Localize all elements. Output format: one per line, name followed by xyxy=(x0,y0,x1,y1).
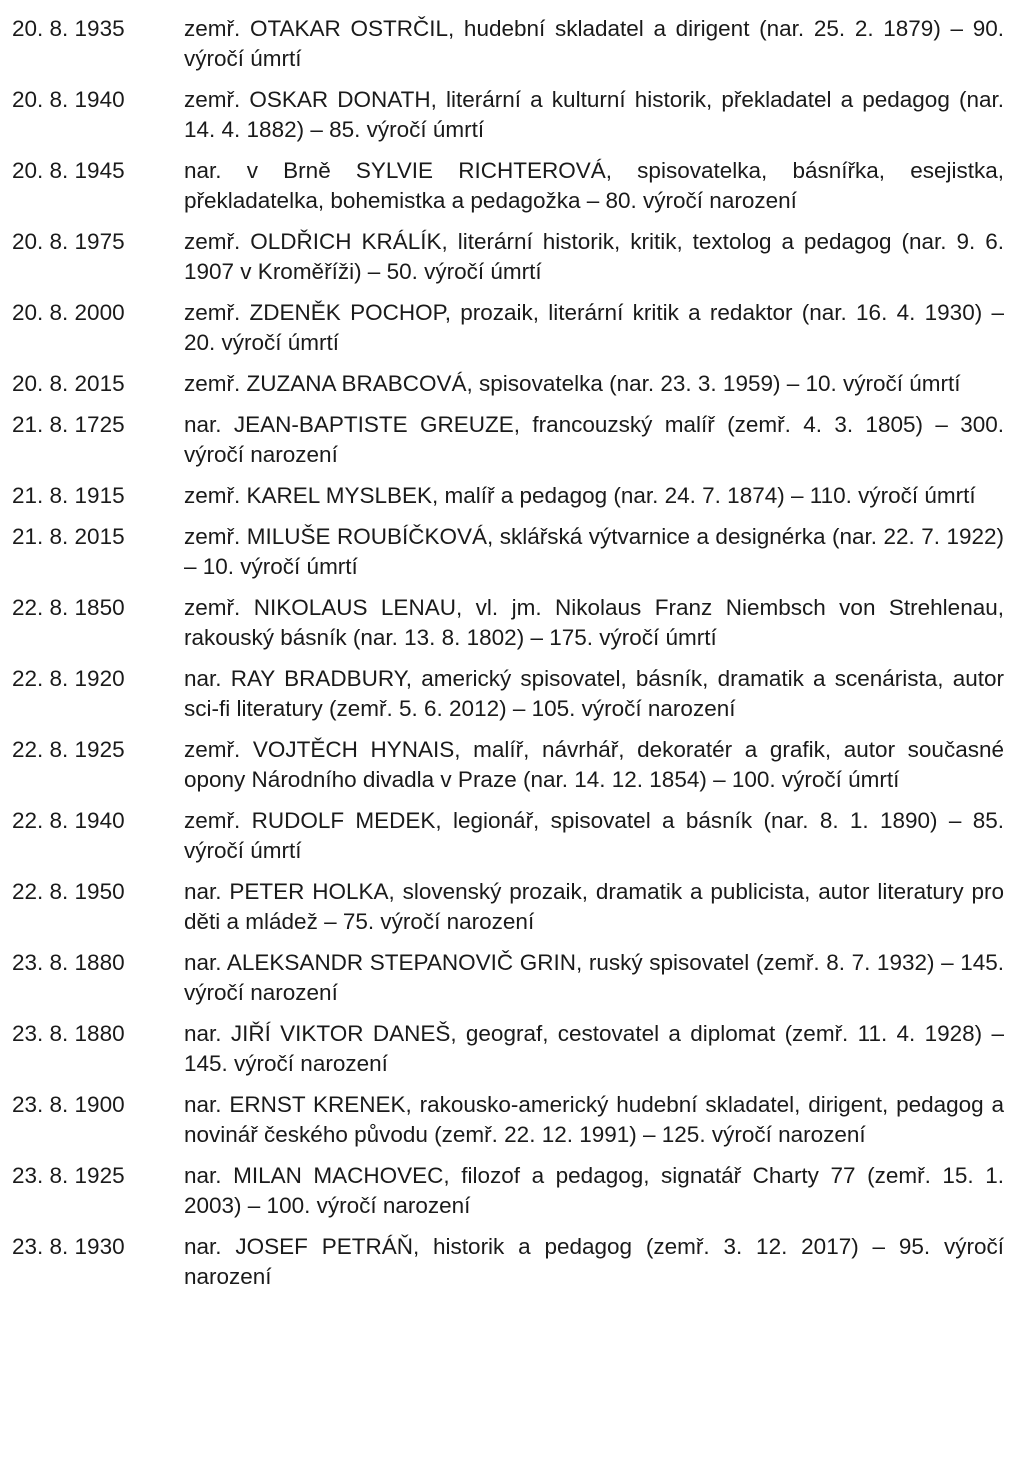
anniversary-entry xyxy=(12,593,1004,653)
anniversary-entry xyxy=(12,1019,1004,1079)
entry-date: 20. 8. 1940 xyxy=(12,87,125,112)
entry-date: 20. 8. 1975 xyxy=(12,229,125,254)
entry-date: 23. 8. 1925 xyxy=(12,1163,125,1188)
entry-date: 22. 8. 1920 xyxy=(12,666,125,691)
entry-text: nar. JOSEF PETRÁŇ, historik a pedagog (zemř. 3. 12. 2017) – 95. výročí narození xyxy=(184,1234,1004,1289)
entry-date: 23. 8. 1930 xyxy=(12,1234,125,1259)
anniversary-entry xyxy=(12,948,1004,1008)
entry-text: nar. PETER HOLKA, slovenský prozaik, dramatik a publicista, autor literatury pro děti a mládež – 75. výročí narození xyxy=(184,879,1004,934)
entry-date: 20. 8. 2000 xyxy=(12,300,125,325)
anniversary-entry xyxy=(12,664,1004,724)
entry-text: zemř. VOJTĚCH HYNAIS, malíř, návrhář, dekoratér a grafik, autor současné opony Národního divadla v Praze (nar. 14. 12. 1854) – 100. výročí úmrtí xyxy=(184,737,1004,792)
entry-text: zemř. KAREL MYSLBEK, malíř a pedagog (nar. 24. 7. 1874) – 110. výročí úmrtí xyxy=(184,483,976,508)
entry-date: 22. 8. 1940 xyxy=(12,808,125,833)
entry-date: 22. 8. 1850 xyxy=(12,595,125,620)
entry-date: 20. 8. 2015 xyxy=(12,371,125,396)
anniversary-entry xyxy=(12,806,1004,866)
entry-date: 23. 8. 1880 xyxy=(12,1021,125,1046)
entry-text: zemř. ZDENĚK POCHOP, prozaik, literární kritik a redaktor (nar. 16. 4. 1930) – 20. výročí úmrtí xyxy=(184,300,1004,355)
entries-container xyxy=(12,14,1004,1292)
anniversary-entry xyxy=(12,877,1004,937)
entry-text: nar. JEAN-BAPTISTE GREUZE, francouzský malíř (zemř. 4. 3. 1805) – 300. výročí narození xyxy=(184,412,1004,467)
entry-date: 21. 8. 1915 xyxy=(12,483,125,508)
entry-date: 20. 8. 1935 xyxy=(12,16,125,41)
entry-text: nar. MILAN MACHOVEC, filozof a pedagog, signatář Charty 77 (zemř. 15. 1. 2003) – 100. výročí narození xyxy=(184,1163,1004,1218)
entry-date: 23. 8. 1880 xyxy=(12,950,125,975)
entry-text: nar. ALEKSANDR STEPANOVIČ GRIN, ruský spisovatel (zemř. 8. 7. 1932) – 145. výročí narození xyxy=(184,950,1004,1005)
entry-date: 21. 8. 2015 xyxy=(12,524,125,549)
entry-text: nar. v Brně SYLVIE RICHTEROVÁ, spisovatelka, básnířka, esejistka, překladatelka, bohemistka a pedagožka – 80. výročí narození xyxy=(184,158,1004,213)
anniversary-entry xyxy=(12,1161,1004,1221)
entry-text: zemř. MILUŠE ROUBÍČKOVÁ, sklářská výtvarnice a designérka (nar. 22. 7. 1922) – 10. výročí úmrtí xyxy=(184,524,1004,579)
anniversary-entry xyxy=(12,298,1004,358)
entry-date: 20. 8. 1945 xyxy=(12,158,125,183)
anniversary-entry xyxy=(12,85,1004,145)
anniversary-entry xyxy=(12,1232,1004,1292)
anniversary-entry xyxy=(12,735,1004,795)
entry-date: 21. 8. 1725 xyxy=(12,412,125,437)
entry-text: nar. JIŘÍ VIKTOR DANEŠ, geograf, cestovatel a diplomat (zemř. 11. 4. 1928) – 145. výročí narození xyxy=(184,1021,1004,1076)
anniversary-entry xyxy=(12,522,1004,582)
entry-text: nar. ERNST KRENEK, rakousko-americký hudební skladatel, dirigent, pedagog a novinář českého původu (zemř. 22. 12. 1991) – 125. výročí narození xyxy=(184,1092,1004,1147)
entry-date: 22. 8. 1950 xyxy=(12,879,125,904)
entry-text: nar. RAY BRADBURY, americký spisovatel, básník, dramatik a scenárista, autor sci-fi literatury (zemř. 5. 6. 2012) – 105. výročí narození xyxy=(184,666,1004,721)
anniversary-entry xyxy=(12,481,1004,511)
entry-text: zemř. OTAKAR OSTRČIL, hudební skladatel a dirigent (nar. 25. 2. 1879) – 90. výročí úmrtí xyxy=(184,16,1004,71)
entry-text: zemř. ZUZANA BRABCOVÁ, spisovatelka (nar. 23. 3. 1959) – 10. výročí úmrtí xyxy=(184,371,961,396)
entry-date: 23. 8. 1900 xyxy=(12,1092,125,1117)
entry-date: 22. 8. 1925 xyxy=(12,737,125,762)
anniversary-entry xyxy=(12,156,1004,216)
entry-text: zemř. OLDŘICH KRÁLÍK, literární historik, kritik, textolog a pedagog (nar. 9. 6. 1907 v Kroměříži) – 50. výročí úmrtí xyxy=(184,229,1004,284)
anniversary-entry xyxy=(12,227,1004,287)
anniversary-entry xyxy=(12,369,1004,399)
anniversary-entry xyxy=(12,1090,1004,1150)
entry-text: zemř. OSKAR DONATH, literární a kulturní historik, překladatel a pedagog (nar. 14. 4. 1882) – 85. výročí úmrtí xyxy=(184,87,1004,142)
anniversary-entry xyxy=(12,410,1004,470)
anniversary-entry xyxy=(12,14,1004,74)
entry-text: zemř. RUDOLF MEDEK, legionář, spisovatel a básník (nar. 8. 1. 1890) – 85. výročí úmrtí xyxy=(184,808,1004,863)
entry-text: zemř. NIKOLAUS LENAU, vl. jm. Nikolaus Franz Niembsch von Strehlenau, rakouský básník (nar. 13. 8. 1802) – 175. výročí úmrtí xyxy=(184,595,1004,650)
